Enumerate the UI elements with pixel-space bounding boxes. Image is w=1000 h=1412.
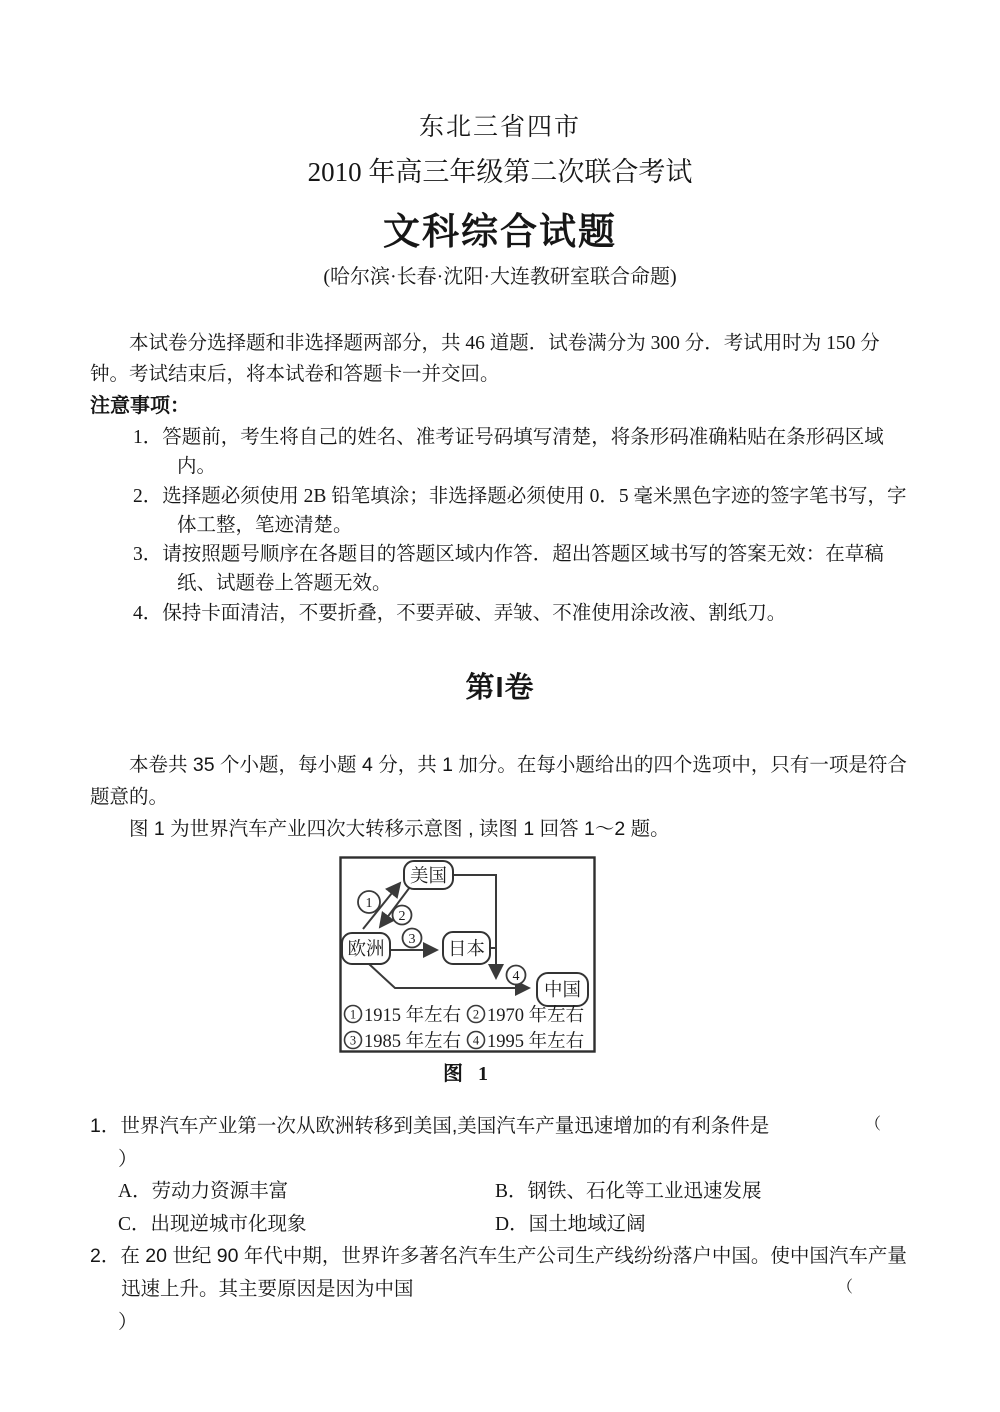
figure-caption: 图 1 [443, 1063, 493, 1085]
option-a: A．劳动力资源丰富 [118, 1181, 289, 1202]
question-1-open-paren: （ [865, 1116, 882, 1133]
note-item-1: 1．答题前，考生将自己的姓名、准考证号码填写清楚，将条形码准确粘贴在条形码区域内。 [133, 427, 884, 478]
node-japan [443, 932, 490, 964]
svg-text:美国: 美国 [409, 867, 448, 887]
svg-text:1970 年左右: 1970 年左右 [487, 1006, 585, 1026]
arrow-4-to-china [369, 964, 529, 988]
exam-region-title: 东北三省四市 [418, 114, 581, 141]
option-b: B．钢铁、石化等工业迅速发展 [495, 1181, 762, 1202]
question-2 [90, 1240, 912, 1339]
exam-session-title: 2010 年高三年级第二次联合考试 [307, 157, 693, 187]
figure-1-intro-line: 图 1 为世界汽车产业四次大转移示意图 , 读图 1 回答 1～2 题。 [129, 818, 670, 840]
exam-instructions-paragraph: 本试卷分选择题和非选择题两部分，共 46 道题．试卷满分为 300 分．考试用时为 150 分钟。考试结束后，将本试卷和答题卡一并交回。 [90, 333, 880, 385]
paper-title: 文科综合试题 [383, 211, 617, 252]
note-item-2: 2．选择题必须使用 2B 铅笔填涂；非选择题必须使用 0．5 毫米黑色字迹的签字笔书写，字体工整，笔迹清楚。 [133, 485, 907, 536]
option-c: C．出现逆城市化现象 [118, 1213, 307, 1235]
svg-text:中国: 中国 [543, 981, 582, 1001]
question-1-number: 1． [90, 1115, 121, 1137]
node-usa [404, 861, 453, 889]
svg-text:4: 4 [512, 969, 520, 984]
svg-text:1915 年左右: 1915 年左右 [364, 1006, 462, 1026]
svg-text:1995 年左右: 1995 年左右 [487, 1032, 585, 1052]
svg-text:3: 3 [349, 1033, 357, 1048]
question-1-stem: 1．世界汽车产业第一次从欧洲转移到美国,美国汽车产量迅速增加的有利条件是 [90, 1115, 770, 1137]
figure-1 [339, 856, 597, 1086]
svg-text:2: 2 [472, 1007, 480, 1022]
section-1-intro: 本卷共 35 个小题，每小题 4 分，共 1 加分。在每小题给出的四个选项中，只有一项是符合题意的。 [90, 754, 907, 808]
svg-text:4: 4 [472, 1033, 480, 1048]
svg-text:1: 1 [349, 1007, 357, 1022]
svg-text:3: 3 [408, 932, 416, 947]
arrow-label-2-icon [393, 906, 412, 925]
paper-subtitle: (哈尔滨·长春·沈阳·大连教研室联合命题) [323, 266, 677, 288]
node-europe [342, 933, 390, 964]
figure-legend-row-2 [345, 1030, 585, 1052]
note-item-3: 3．请按照题号顺序在各题目的答题区域内作答．超出答题区域书写的答案无效：在草稿纸、试题卷上答题无效。 [133, 544, 884, 595]
question-2-number: 2． [90, 1245, 121, 1267]
figure-legend-row-1 [345, 1004, 585, 1026]
figure-1-diagram [339, 856, 597, 1056]
notes-list [90, 423, 914, 628]
section-1-heading: 第I卷 [465, 672, 535, 704]
svg-text:1: 1 [365, 896, 373, 911]
svg-text:日本: 日本 [447, 940, 486, 960]
option-d: D．国土地域辽阔 [495, 1213, 646, 1235]
note-item-4: 4．保持卡面清洁，不要折叠，不要弄破、弄皱、不准使用涂改液、割纸刀。 [133, 602, 787, 624]
question-2-close-paren: ） [118, 1312, 138, 1333]
node-china [537, 973, 588, 1006]
question-1-options [90, 1176, 912, 1241]
question-1-close-paren: ） [118, 1149, 138, 1170]
question-2-stem: 2．在 20 世纪 90 年代中期，世界许多著名汽车生产公司生产线纷纷落户中国。使中国汽车产量迅速上升。其主要原因是因为中国 [90, 1245, 907, 1300]
svg-text:2: 2 [398, 909, 406, 924]
svg-text:1985 年左右: 1985 年左右 [364, 1032, 462, 1052]
svg-text:欧洲: 欧洲 [347, 940, 385, 960]
question-2-open-paren: （ [837, 1279, 854, 1296]
arrow-label-4-icon [507, 966, 526, 985]
arrow-label-1-icon [358, 891, 380, 913]
arrow-label-3-icon [403, 929, 422, 948]
question-1 [90, 1110, 912, 1241]
notes-heading: 注意事项： [90, 395, 190, 417]
